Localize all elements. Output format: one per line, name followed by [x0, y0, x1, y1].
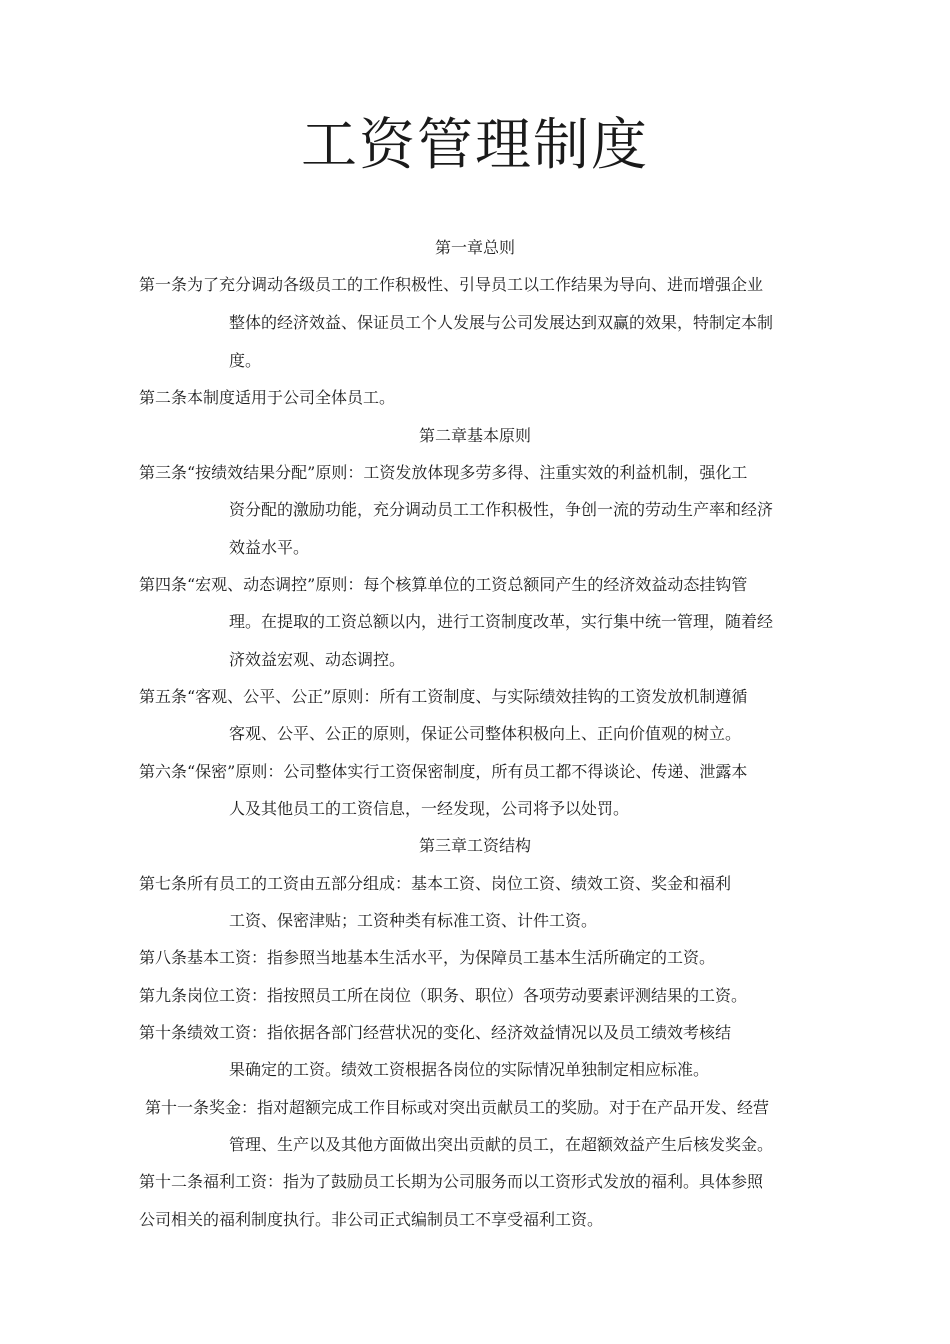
document-title: 工资管理制度 — [301, 113, 649, 178]
article-10-line-2: 果确定的工资。绩效工资根据各岗位的实际情况单独制定相应标准。 — [229, 1060, 710, 1079]
article-7-line-1: 第七条所有员工的工资由五部分组成：基本工资、岗位工资、绩效工资、奖金和福利 — [139, 874, 732, 893]
article-11-line-1: 第十一条奖金：指对超额完成工作目标或对突出贡献员工的奖励。对于在产品开发、经营 — [145, 1098, 770, 1117]
article-6-line-2: 人及其他员工的工资信息，一经发现，公司将予以处罚。 — [229, 799, 630, 818]
article-10-line-1: 第十条绩效工资：指依据各部门经营状况的变化、经济效益情况以及员工绩效考核结 — [139, 1023, 732, 1042]
article-11-line-2: 管理、生产以及其他方面做出突出贡献的员工，在超额效益产生后核发奖金。 — [229, 1135, 774, 1154]
chapter-heading: 第三章工资结构 — [418, 836, 531, 855]
article-6-line-1: 第六条“保密”原则：公司整体实行工资保密制度，所有员工都不得谈论、传递、泄露本 — [139, 762, 748, 781]
chapter-heading: 第二章基本原则 — [418, 426, 531, 445]
article-4-line-1: 第四条“宏观、动态调控”原则：每个核算单位的工资总额同产生的经济效益动态挂钩管 — [139, 575, 748, 594]
article-5-line-2: 客观、公平、公正的原则，保证公司整体积极向上、正向价值观的树立。 — [229, 724, 742, 743]
article-5-line-1: 第五条“客观、公平、公正”原则：所有工资制度、与实际绩效挂钩的工资发放机制遵循 — [139, 687, 748, 706]
article-2-line-1: 第二条本制度适用于公司全体员工。 — [139, 388, 396, 407]
article-8-line-1: 第八条基本工资：指参照当地基本生活水平，为保障员工基本生活所确定的工资。 — [139, 948, 716, 967]
article-9-line-1: 第九条岗位工资：指按照员工所在岗位（职务、职位）各项劳动要素评测结果的工资。 — [139, 986, 748, 1005]
article-12-line-2: 公司相关的福利制度执行。非公司正式编制员工不享受福利工资。 — [139, 1210, 604, 1229]
chapter-heading: 第一章总则 — [434, 238, 515, 257]
article-1-line-3: 度。 — [229, 351, 262, 370]
article-3-line-3: 效益水平。 — [229, 538, 310, 557]
article-1-line-1: 第一条为了充分调动各级员工的工作积极性、引导员工以工作结果为导向、进而增强企业 — [139, 275, 764, 294]
article-7-line-2: 工资、保密津贴；工资种类有标准工资、计件工资。 — [229, 911, 598, 930]
article-3-line-1: 第三条“按绩效结果分配”原则：工资发放体现多劳多得、注重实效的利益机制，强化工 — [139, 463, 748, 482]
article-4-line-2: 理。在提取的工资总额以内，进行工资制度改革，实行集中统一管理，随着经 — [229, 612, 774, 631]
article-4-line-3: 济效益宏观、动态调控。 — [229, 650, 406, 669]
article-1-line-2: 整体的经济效益、保证员工个人发展与公司发展达到双赢的效果，特制定本制 — [229, 313, 774, 332]
article-12-line-1: 第十二条福利工资：指为了鼓励员工长期为公司服务而以工资形式发放的福利。具体参照 — [139, 1172, 764, 1191]
article-3-line-2: 资分配的激励功能，充分调动员工工作积极性，争创一流的劳动生产率和经济 — [229, 500, 774, 519]
